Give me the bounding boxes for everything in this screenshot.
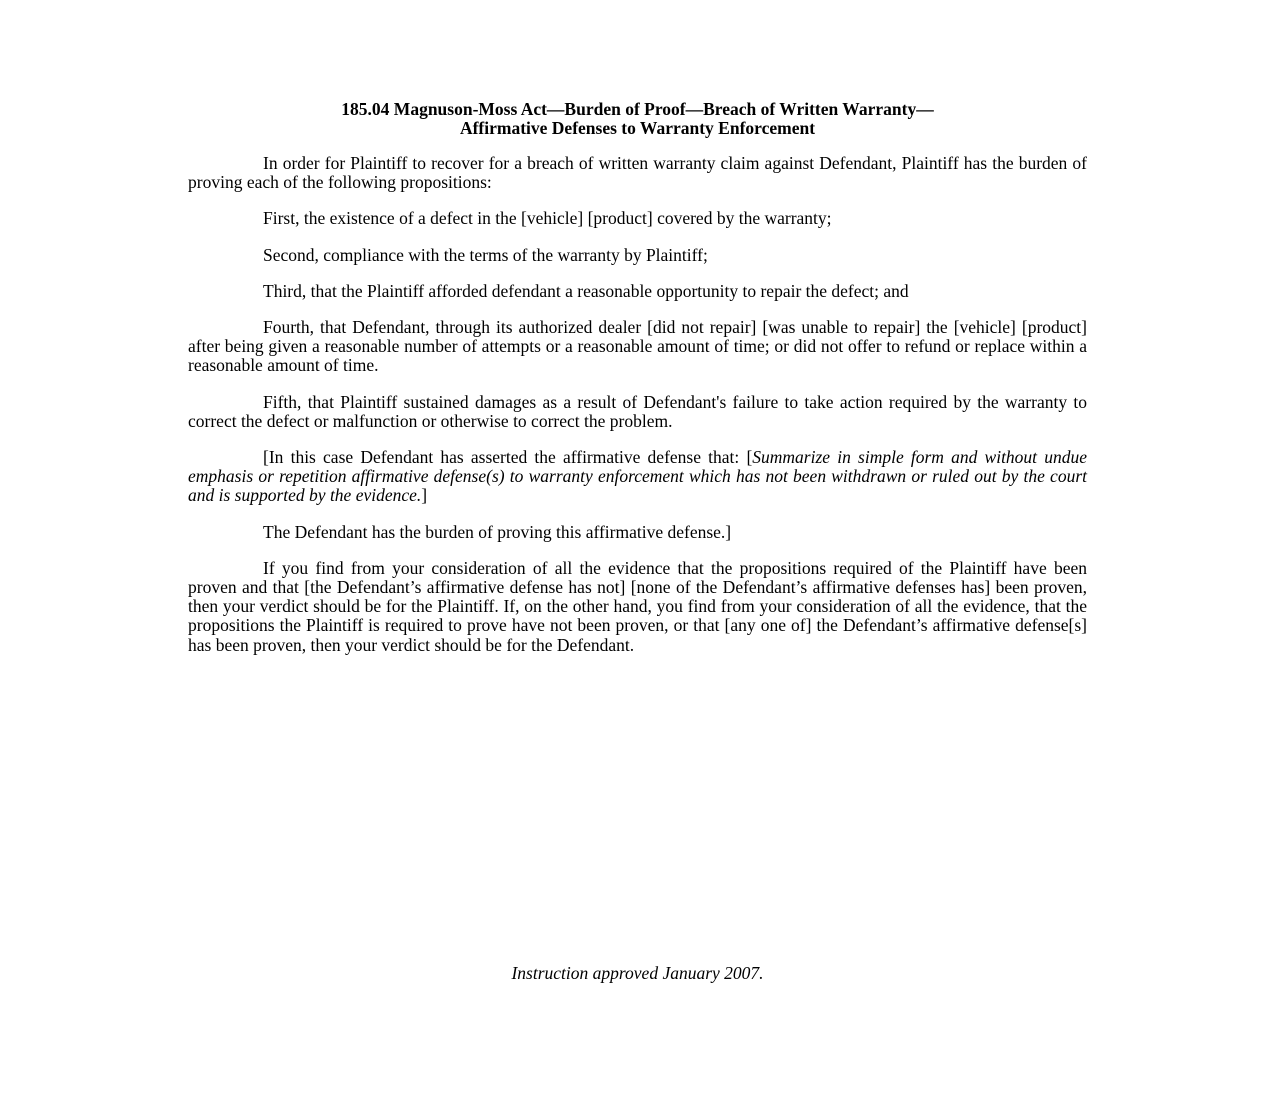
affirmative-defense-paragraph — [188, 448, 1087, 506]
burden-paragraph: The Defendant has the burden of proving this affirmative defense.] — [263, 521, 732, 542]
conclusion-paragraph: If you find from your consideration of all the evidence that the propositions required of the Plaintiff have been proven and that [the Defendant’s affirmative defense has not] [none of the Defendant’s affirmative defenses has] been proven, then your verdict should be for the Plaintiff. If, on the other hand, you find from your consideration of all the evidence, that the propositions the Plaintiff is required to prove have not been proven, or that [any one of] the Defendant’s affirmative defense[s] has been proven, then your verdict should be for the Defendant. — [188, 557, 1087, 655]
document-body — [188, 100, 1087, 672]
proposition-third: Third, that the Plaintiff afforded defendant a reasonable opportunity to repair the defect; and — [263, 280, 909, 301]
proposition-second: Second, compliance with the terms of the warranty by Plaintiff; — [263, 244, 708, 265]
proposition-fourth: Fourth, that Defendant, through its authorized dealer [did not repair] [was unable to repair] the [vehicle] [product] after being given a reasonable number of attempts or a reasonable amount of time; or did not offer to refund or replace within a reasonable amount of time. — [188, 317, 1087, 376]
title-line-1: 185.04 Magnuson-Moss Act—Burden of Proof—Breach of Written Warranty— — [341, 99, 934, 119]
affirmative-prefix: [In this case Defendant has asserted the affirmative defense that: [ — [263, 447, 753, 468]
proposition-fifth: Fifth, that Plaintiff sustained damages as a result of Defendant's failure to take action required by the warranty to correct the defect or malfunction or otherwise to correct the problem. — [188, 391, 1087, 431]
title-line-2: Affirmative Defenses to Warranty Enforcement — [459, 118, 816, 138]
approval-note: Instruction approved January 2007. — [511, 963, 764, 983]
affirmative-suffix: ] — [421, 485, 428, 506]
proposition-first: First, the existence of a defect in the [vehicle] [product] covered by the warranty; — [263, 208, 832, 229]
page-title — [188, 100, 1087, 138]
affirmative-instruction: Summarize in simple form and without undue emphasis or repetition affirmative defense(s) to warranty enforcement which has not been withdrawn or ruled out by the court and is supported by the evidence. — [188, 447, 1087, 506]
intro-paragraph: In order for Plaintiff to recover for a breach of written warranty claim against Defendant, Plaintiff has the burden of proving each of the following propositions: — [188, 153, 1087, 193]
